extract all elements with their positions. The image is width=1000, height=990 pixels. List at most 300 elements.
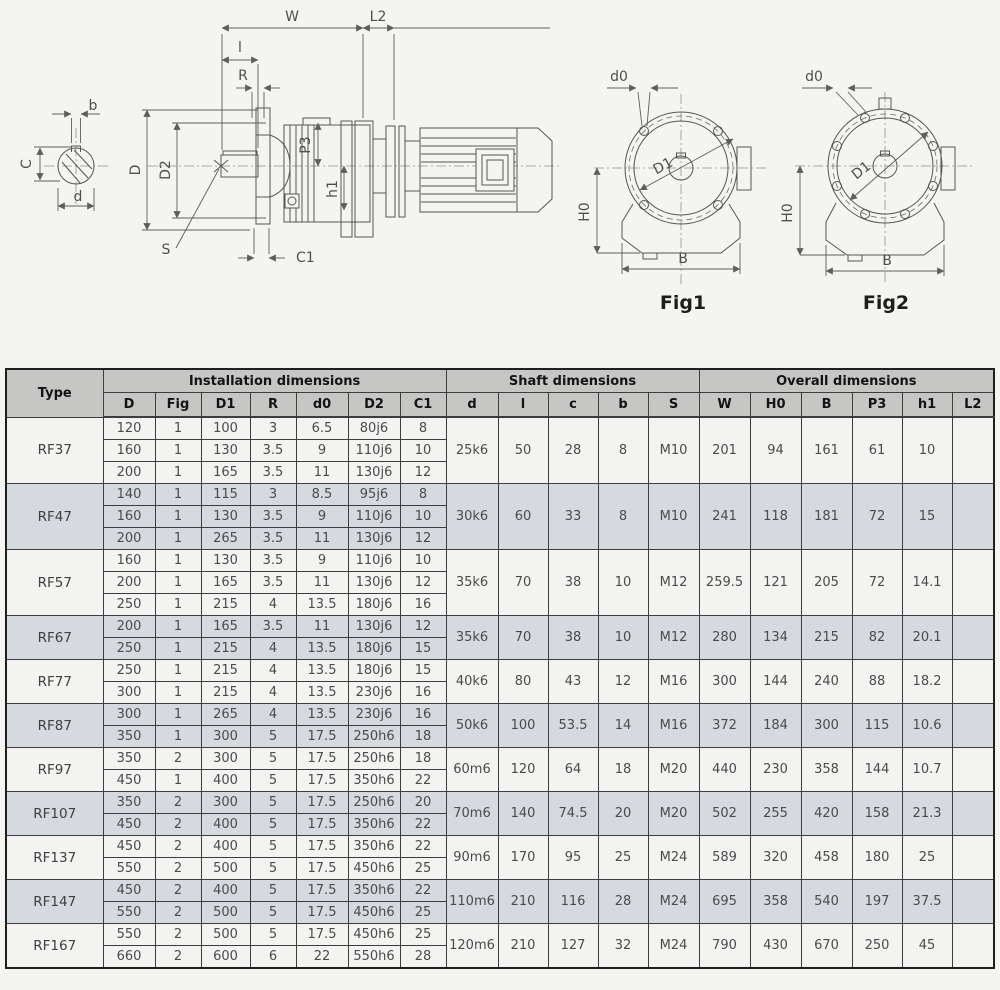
table-cell: 28: [548, 417, 598, 484]
table-cell: 88: [852, 660, 902, 704]
group-header-shaft: Shaft dimensions: [446, 369, 699, 393]
table-cell: 16: [400, 594, 446, 616]
table-cell: 21.3: [902, 792, 952, 836]
dim-label-R: R: [238, 68, 248, 84]
table-cell: 116: [548, 880, 598, 924]
table-cell: 15: [902, 484, 952, 550]
table-cell: 37.5: [902, 880, 952, 924]
table-cell: 35k6: [446, 616, 498, 660]
table-cell: [952, 660, 994, 704]
dim-label-d0-fig1: d0: [610, 69, 628, 85]
table-cell: 120m6: [446, 924, 498, 969]
table-cell: 250: [103, 660, 155, 682]
table-cell: 180j6: [348, 638, 400, 660]
table-cell: 350h6: [348, 814, 400, 836]
type-cell: RF47: [6, 484, 103, 550]
table-row: [6, 748, 994, 770]
group-header-installation: Installation dimensions: [103, 369, 446, 393]
table-row: [6, 836, 994, 858]
dim-label-d0-fig2: d0: [805, 69, 823, 85]
col-header-d0: d0: [296, 393, 348, 418]
fig2-caption: Fig2: [862, 292, 910, 314]
table-cell: 200: [103, 572, 155, 594]
table-cell: 215: [801, 616, 852, 660]
table-cell: 180: [852, 836, 902, 880]
table-cell: 110m6: [446, 880, 498, 924]
dim-label-D1-fig1: D1: [650, 154, 676, 179]
table-cell: 25: [598, 836, 648, 880]
col-header-h1: h1: [902, 393, 952, 418]
table-cell: 25: [400, 924, 446, 946]
type-cell: RF57: [6, 550, 103, 616]
table-cell: 160: [103, 440, 155, 462]
table-cell: 300: [201, 726, 250, 748]
table-cell: 695: [699, 880, 750, 924]
table-cell: 25: [400, 902, 446, 924]
table-cell: 12: [598, 660, 648, 704]
table-cell: [952, 704, 994, 748]
table-cell: 17.5: [296, 814, 348, 836]
table-cell: 8: [400, 484, 446, 506]
table-cell: M10: [648, 417, 699, 484]
table-cell: 1: [155, 484, 201, 506]
table-cell: 400: [201, 770, 250, 792]
table-cell: 74.5: [548, 792, 598, 836]
table-cell: 1: [155, 704, 201, 726]
table-cell: 17.5: [296, 726, 348, 748]
table-cell: 8: [598, 484, 648, 550]
table-cell: 2: [155, 792, 201, 814]
table-cell: 1: [155, 462, 201, 484]
table-cell: 450: [103, 880, 155, 902]
table-cell: 430: [750, 924, 801, 969]
table-cell: 10.6: [902, 704, 952, 748]
table-row: [6, 616, 994, 638]
table-cell: 70: [498, 550, 548, 616]
table-cell: 300: [201, 792, 250, 814]
table-cell: 50: [498, 417, 548, 484]
table-cell: 5: [250, 814, 296, 836]
table-cell: 115: [201, 484, 250, 506]
table-cell: 33: [548, 484, 598, 550]
table-cell: 165: [201, 462, 250, 484]
table-cell: 17.5: [296, 902, 348, 924]
table-cell: 11: [296, 616, 348, 638]
table-cell: 13.5: [296, 638, 348, 660]
table-cell: 118: [750, 484, 801, 550]
table-cell: 72: [852, 550, 902, 616]
table-cell: [952, 484, 994, 550]
table-cell: 1: [155, 770, 201, 792]
table-cell: 3.5: [250, 550, 296, 572]
table-cell: 1: [155, 660, 201, 682]
table-cell: 13.5: [296, 682, 348, 704]
table-cell: 10: [400, 550, 446, 572]
table-cell: 201: [699, 417, 750, 484]
table-cell: 5: [250, 836, 296, 858]
table-cell: 10: [902, 417, 952, 484]
table-cell: 60: [498, 484, 548, 550]
table-cell: 8: [400, 417, 446, 440]
table-cell: 372: [699, 704, 750, 748]
side-view-drawing: [128, 9, 560, 266]
table-cell: 5: [250, 726, 296, 748]
dim-label-l: l: [238, 40, 242, 56]
col-header-D1: D1: [201, 393, 250, 418]
table-cell: 670: [801, 924, 852, 969]
table-cell: 181: [801, 484, 852, 550]
table-cell: 90m6: [446, 836, 498, 880]
table-cell: 550: [103, 858, 155, 880]
table-cell: 540: [801, 880, 852, 924]
table-cell: 170: [498, 836, 548, 880]
table-cell: 2: [155, 858, 201, 880]
table-cell: 5: [250, 770, 296, 792]
dim-label-H0-fig1: H0: [577, 202, 593, 222]
table-cell: 5: [250, 902, 296, 924]
table-cell: 180j6: [348, 594, 400, 616]
table-cell: 130j6: [348, 616, 400, 638]
table-cell: 1: [155, 616, 201, 638]
table-cell: 110j6: [348, 550, 400, 572]
table-cell: 250: [103, 594, 155, 616]
table-cell: 240: [801, 660, 852, 704]
table-cell: 8: [598, 417, 648, 484]
table-cell: 3.5: [250, 572, 296, 594]
table-cell: 16: [400, 704, 446, 726]
table-cell: 17.5: [296, 748, 348, 770]
shaft-cross-section-drawing: [19, 98, 108, 211]
table-cell: 32: [598, 924, 648, 969]
table-cell: 40k6: [446, 660, 498, 704]
table-cell: 38: [548, 616, 598, 660]
table-cell: 215: [201, 682, 250, 704]
table-cell: 450h6: [348, 902, 400, 924]
type-header: Type: [6, 369, 103, 417]
table-cell: 400: [201, 836, 250, 858]
dim-label-C1: C1: [296, 250, 315, 266]
table-cell: 110j6: [348, 440, 400, 462]
table-row: [6, 660, 994, 682]
fig1-drawing: [577, 69, 768, 314]
col-header-c: c: [548, 393, 598, 418]
table-cell: 400: [201, 814, 250, 836]
table-cell: 25k6: [446, 417, 498, 484]
table-cell: 130: [201, 440, 250, 462]
table-cell: 15: [400, 638, 446, 660]
table-cell: 350h6: [348, 880, 400, 902]
table-cell: 5: [250, 792, 296, 814]
table-cell: 589: [699, 836, 750, 880]
table-cell: 22: [400, 836, 446, 858]
table-cell: 6.5: [296, 417, 348, 440]
table-cell: M24: [648, 836, 699, 880]
table-cell: 130: [201, 506, 250, 528]
table-cell: 300: [103, 682, 155, 704]
table-cell: 3.5: [250, 616, 296, 638]
table-cell: 4: [250, 682, 296, 704]
table-cell: 61: [852, 417, 902, 484]
table-cell: 12: [400, 462, 446, 484]
table-cell: 4: [250, 638, 296, 660]
table-cell: 25: [902, 836, 952, 880]
table-cell: 110j6: [348, 506, 400, 528]
table-cell: 2: [155, 814, 201, 836]
table-cell: 13.5: [296, 660, 348, 682]
table-cell: 12: [400, 528, 446, 550]
dim-label-H0-fig2: H0: [780, 203, 796, 223]
table-cell: 18: [598, 748, 648, 792]
table-cell: 450: [103, 836, 155, 858]
table-cell: M24: [648, 880, 699, 924]
table-cell: M24: [648, 924, 699, 969]
table-cell: 400: [201, 880, 250, 902]
table-cell: 25: [400, 858, 446, 880]
table-cell: 28: [400, 946, 446, 969]
table-cell: M10: [648, 484, 699, 550]
table-cell: 250h6: [348, 792, 400, 814]
table-cell: 600: [201, 946, 250, 969]
table-cell: 265: [201, 704, 250, 726]
table-cell: 11: [296, 462, 348, 484]
table-cell: 144: [750, 660, 801, 704]
table-cell: 45: [902, 924, 952, 969]
table-cell: 20.1: [902, 616, 952, 660]
col-header-C1: C1: [400, 393, 446, 418]
table-cell: 500: [201, 902, 250, 924]
table-cell: 70: [498, 616, 548, 660]
table-cell: 161: [801, 417, 852, 484]
table-cell: 1: [155, 506, 201, 528]
dim-label-L2: L2: [369, 9, 387, 25]
table-cell: M12: [648, 550, 699, 616]
table-cell: 130j6: [348, 572, 400, 594]
table-cell: 13.5: [296, 594, 348, 616]
table-cell: 5: [250, 880, 296, 902]
table-cell: 94: [750, 417, 801, 484]
table-cell: 38: [548, 550, 598, 616]
table-cell: 4: [250, 704, 296, 726]
table-cell: 790: [699, 924, 750, 969]
dim-label-C: C: [19, 159, 35, 169]
table-cell: 255: [750, 792, 801, 836]
table-cell: 3.5: [250, 440, 296, 462]
table-cell: 1: [155, 682, 201, 704]
table-cell: 215: [201, 660, 250, 682]
table-cell: 22: [400, 770, 446, 792]
table-cell: 450: [103, 770, 155, 792]
table-cell: 10: [400, 440, 446, 462]
table-cell: 250: [103, 638, 155, 660]
group-header-overall: Overall dimensions: [699, 369, 994, 393]
table-cell: 300: [699, 660, 750, 704]
fig2-drawing: [780, 69, 972, 314]
table-cell: 18.2: [902, 660, 952, 704]
table-cell: 60m6: [446, 748, 498, 792]
table-cell: 5: [250, 924, 296, 946]
table-cell: 230: [750, 748, 801, 792]
table-cell: M12: [648, 616, 699, 660]
table-cell: M16: [648, 660, 699, 704]
table-cell: 100: [498, 704, 548, 748]
table-cell: 230j6: [348, 682, 400, 704]
table-cell: 13.5: [296, 704, 348, 726]
table-cell: 420: [801, 792, 852, 836]
table-cell: 1: [155, 572, 201, 594]
table-cell: 11: [296, 528, 348, 550]
table-cell: 241: [699, 484, 750, 550]
table-cell: [952, 417, 994, 484]
table-cell: 1: [155, 440, 201, 462]
table-cell: 127: [548, 924, 598, 969]
table-cell: 215: [201, 594, 250, 616]
table-cell: 130j6: [348, 462, 400, 484]
table-cell: 300: [103, 704, 155, 726]
table-cell: 2: [155, 902, 201, 924]
dim-label-D2: D2: [158, 160, 174, 180]
table-cell: 660: [103, 946, 155, 969]
col-header-Fig: Fig: [155, 393, 201, 418]
table-cell: 28: [598, 880, 648, 924]
table-cell: 11: [296, 572, 348, 594]
type-cell: RF107: [6, 792, 103, 836]
table-cell: 35k6: [446, 550, 498, 616]
table-cell: [952, 792, 994, 836]
table-cell: 9: [296, 506, 348, 528]
table-cell: 265: [201, 528, 250, 550]
table-cell: 6: [250, 946, 296, 969]
table-body: [6, 417, 994, 968]
col-header-d: d: [446, 393, 498, 418]
table-cell: 5: [250, 748, 296, 770]
table-cell: 50k6: [446, 704, 498, 748]
table-cell: 215: [201, 638, 250, 660]
table-row: [6, 704, 994, 726]
table-cell: 22: [296, 946, 348, 969]
dim-label-b: b: [88, 98, 98, 114]
table-row: [6, 550, 994, 572]
table-row: [6, 880, 994, 902]
table-cell: 30k6: [446, 484, 498, 550]
table-cell: [952, 748, 994, 792]
type-cell: RF37: [6, 417, 103, 484]
table-cell: 550: [103, 924, 155, 946]
table-cell: 200: [103, 528, 155, 550]
table-cell: 165: [201, 572, 250, 594]
table-cell: 1: [155, 528, 201, 550]
table-cell: 450h6: [348, 924, 400, 946]
col-header-D2: D2: [348, 393, 400, 418]
table-cell: 458: [801, 836, 852, 880]
type-cell: RF87: [6, 704, 103, 748]
table-cell: 158: [852, 792, 902, 836]
table-cell: 140: [498, 792, 548, 836]
table-cell: 2: [155, 748, 201, 770]
col-header-H0: H0: [750, 393, 801, 418]
table-cell: 1: [155, 726, 201, 748]
table-cell: 165: [201, 616, 250, 638]
col-header-B: B: [801, 393, 852, 418]
table-cell: 4: [250, 594, 296, 616]
col-header-b: b: [598, 393, 648, 418]
table-cell: 95j6: [348, 484, 400, 506]
table-cell: 1: [155, 417, 201, 440]
col-header-l: l: [498, 393, 548, 418]
table-cell: 440: [699, 748, 750, 792]
table-cell: 80: [498, 660, 548, 704]
table-cell: 197: [852, 880, 902, 924]
table-cell: 20: [598, 792, 648, 836]
table-cell: 15: [400, 660, 446, 682]
table-cell: 320: [750, 836, 801, 880]
table-cell: [952, 616, 994, 660]
table-cell: 1: [155, 550, 201, 572]
table-cell: 502: [699, 792, 750, 836]
table-cell: 130j6: [348, 528, 400, 550]
table-cell: 3.5: [250, 506, 296, 528]
table-cell: 210: [498, 924, 548, 969]
table-cell: M20: [648, 748, 699, 792]
type-cell: RF147: [6, 880, 103, 924]
table-cell: 300: [801, 704, 852, 748]
table-cell: 2: [155, 880, 201, 902]
table-cell: 3.5: [250, 528, 296, 550]
table-cell: 22: [400, 814, 446, 836]
table-cell: 160: [103, 550, 155, 572]
col-header-D: D: [103, 393, 155, 418]
table-cell: M16: [648, 704, 699, 748]
table-cell: 259.5: [699, 550, 750, 616]
table-cell: 1: [155, 638, 201, 660]
table-cell: 10: [400, 506, 446, 528]
table-cell: 550h6: [348, 946, 400, 969]
table-cell: 16: [400, 682, 446, 704]
table-cell: 134: [750, 616, 801, 660]
table-cell: 450: [103, 814, 155, 836]
table-cell: 160: [103, 506, 155, 528]
table-cell: 350: [103, 792, 155, 814]
table-row: [6, 792, 994, 814]
dim-label-D: D: [128, 164, 144, 176]
type-cell: RF137: [6, 836, 103, 880]
table-cell: 10: [598, 550, 648, 616]
table-cell: 3.5: [250, 462, 296, 484]
table-cell: 300: [201, 748, 250, 770]
table-cell: 1: [155, 594, 201, 616]
fig1-caption: Fig1: [659, 292, 707, 314]
col-header-R: R: [250, 393, 296, 418]
dim-label-W: W: [285, 9, 299, 25]
table-cell: 20: [400, 792, 446, 814]
table-cell: 17.5: [296, 836, 348, 858]
table-cell: 120: [103, 417, 155, 440]
table-cell: 5: [250, 858, 296, 880]
table-cell: 9: [296, 550, 348, 572]
table-cell: 70m6: [446, 792, 498, 836]
type-cell: RF67: [6, 616, 103, 660]
table-cell: 18: [400, 726, 446, 748]
dim-label-B-fig2: B: [882, 253, 892, 269]
dim-label-S: S: [161, 242, 171, 258]
table-row: [6, 924, 994, 946]
table-cell: 10: [598, 616, 648, 660]
col-header-L2: L2: [952, 393, 994, 418]
type-cell: RF97: [6, 748, 103, 792]
table-cell: 121: [750, 550, 801, 616]
table-cell: 12: [400, 572, 446, 594]
table-cell: 22: [400, 880, 446, 902]
table-cell: 17.5: [296, 880, 348, 902]
